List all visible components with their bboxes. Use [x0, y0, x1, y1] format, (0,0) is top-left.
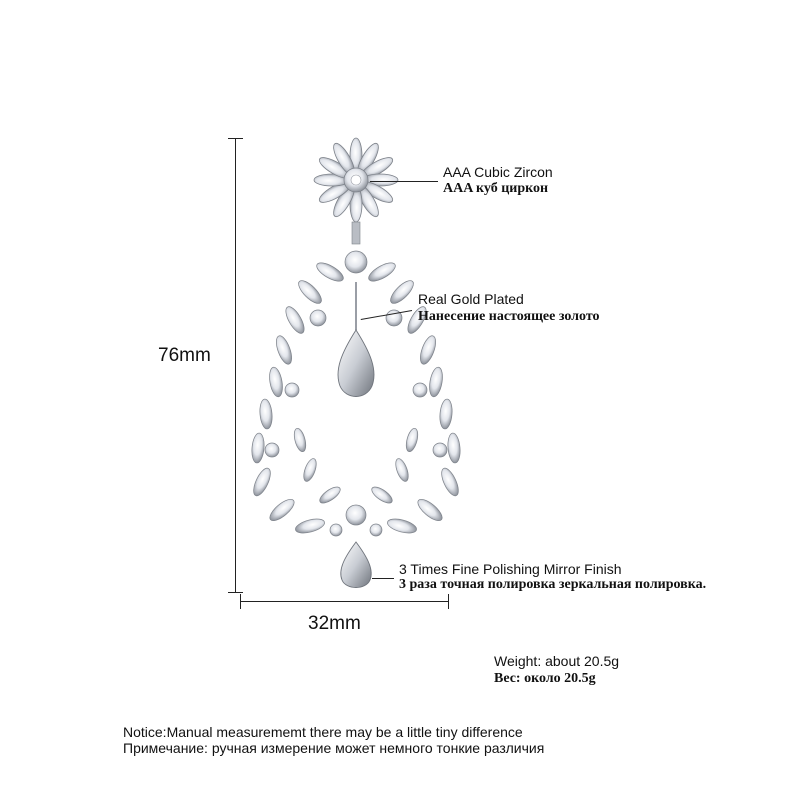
callout-3-ru: 3 раза точная полировка зеркальная полировка. — [399, 577, 707, 592]
width-label: 32mm — [308, 613, 361, 634]
notice-en: Notice:Manual measurememt there may be a little tiny difference — [123, 724, 523, 740]
callout-leader-1 — [370, 181, 438, 182]
width-dimension-line — [240, 601, 449, 602]
callout-1-ru: AAA куб циркон — [443, 181, 549, 196]
height-dimension-line — [235, 138, 236, 593]
weight-en: Weight: about 20.5g — [494, 653, 620, 669]
width-dimension-cap-right — [448, 594, 449, 609]
callout-1-en: AAA Cubic Zircon — [443, 164, 553, 180]
callout-3-en: 3 Times Fine Polishing Mirror Finish — [399, 561, 622, 577]
callout-leader-3 — [372, 578, 394, 579]
flower-stud — [314, 138, 398, 222]
width-dimension-cap-left — [240, 594, 241, 609]
callout-2-ru: Нанесение настоящее золото — [418, 309, 600, 324]
height-dimension-cap-top — [228, 138, 243, 139]
callout-2-en: Real Gold Plated — [418, 291, 524, 307]
bottom-pear-drop — [341, 542, 371, 588]
notice-ru: Примечание: ручная измерение может немного тонкие различия — [123, 740, 545, 756]
inner-pear-drop — [338, 330, 374, 397]
weight-ru: Вес: около 20.5g — [494, 671, 596, 686]
height-dimension-cap-bottom — [228, 592, 243, 593]
height-label: 76mm — [158, 345, 211, 366]
